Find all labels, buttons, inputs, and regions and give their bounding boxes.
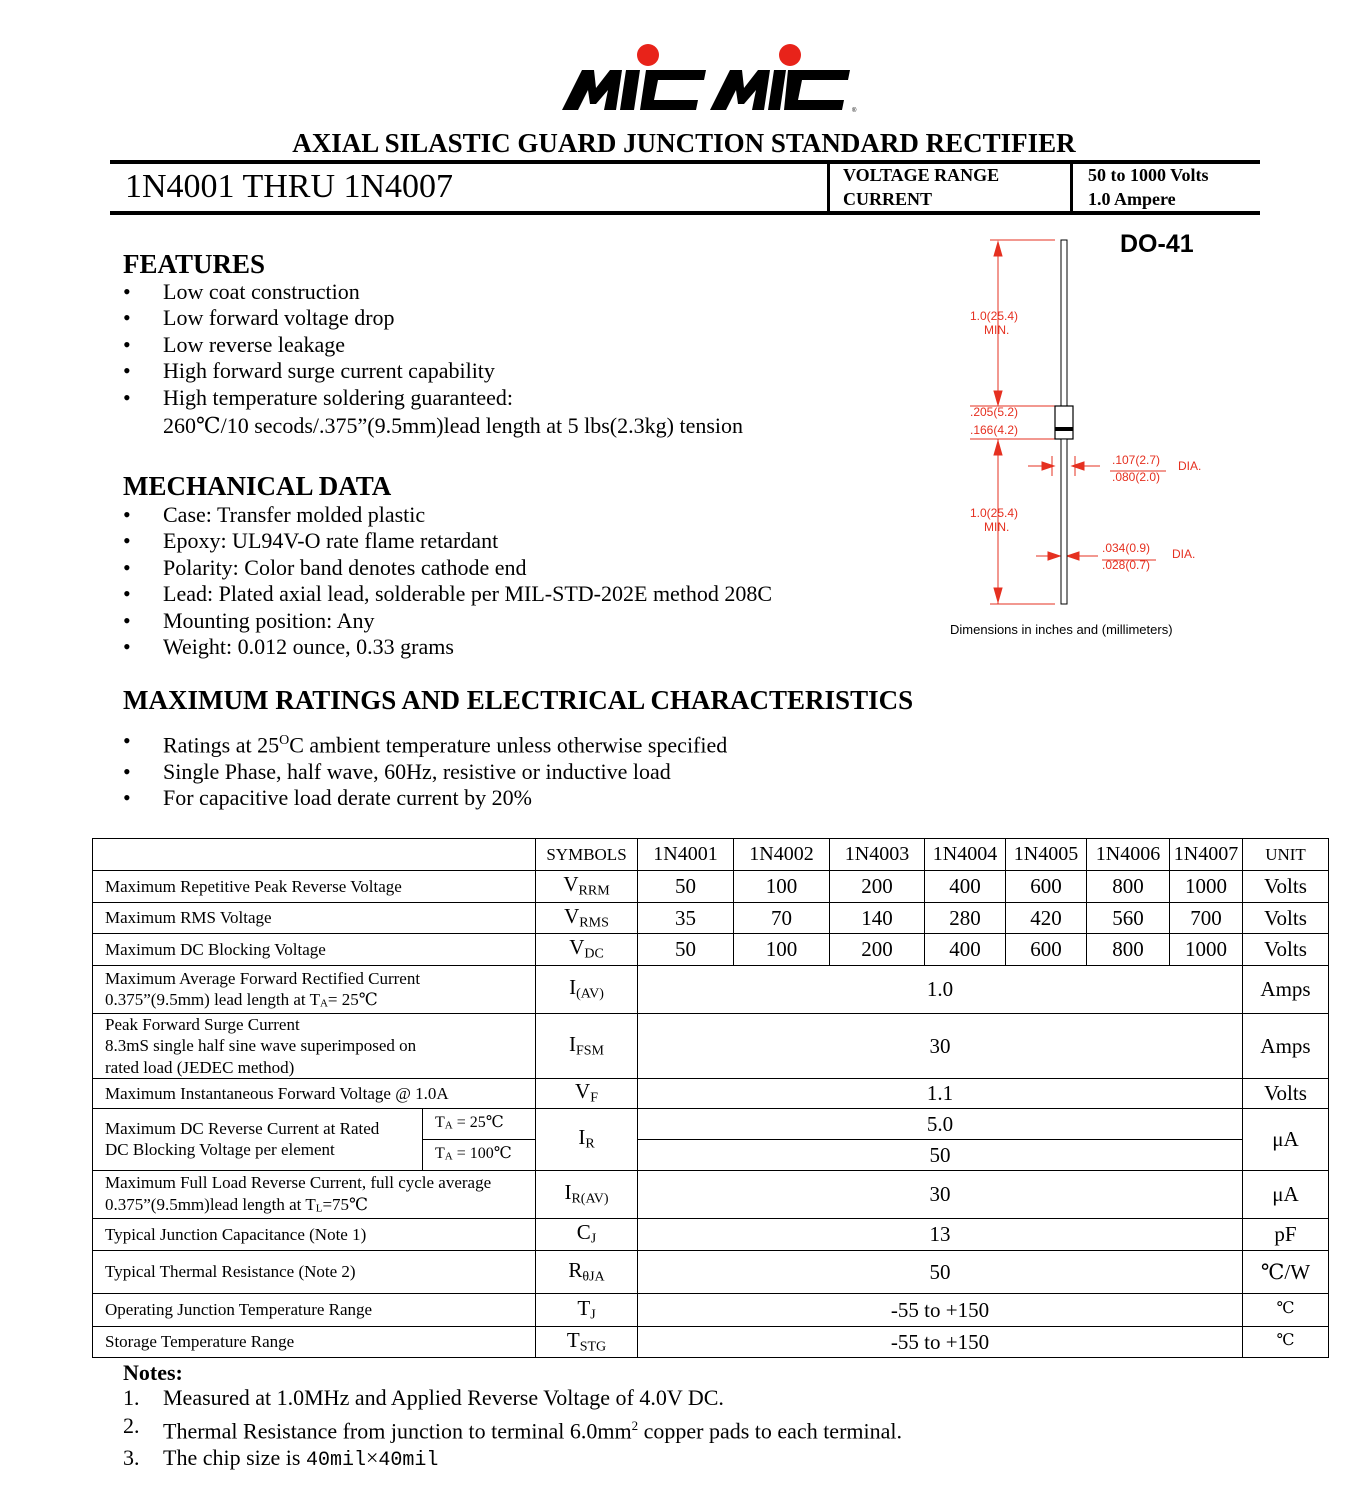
unit-cell: Volts: [1243, 903, 1329, 934]
condition-cell: TA = 100℃: [423, 1139, 536, 1170]
value-cell: 100: [734, 871, 830, 903]
table-header-empty: [93, 839, 536, 871]
value-cell: -55 to +150: [638, 1326, 1243, 1357]
dim-label: MIN.: [984, 323, 1010, 337]
features-list: [123, 279, 513, 411]
value-cell: 1.1: [638, 1078, 1243, 1108]
value-cell: 50: [638, 871, 734, 903]
table-row: [93, 1108, 1329, 1139]
dim-arrow: [1048, 552, 1060, 560]
symbol-cell: $V_{RRM}$: [536, 871, 638, 903]
notes-heading: Notes:: [123, 1360, 183, 1385]
value-cell: 1000: [1170, 934, 1243, 966]
symbol-cell: $I_{(AV)}$: [536, 966, 638, 1014]
feature-item: • Low coat construction: [123, 279, 513, 305]
notes-list: [123, 1384, 902, 1475]
feature-item: • Low reverse leakage: [123, 332, 513, 358]
package-outline-diagram: [940, 230, 1240, 615]
dim-label: DIA.: [1172, 547, 1196, 561]
dim-label: DIA.: [1178, 459, 1202, 473]
dim-arrow: [994, 588, 1002, 602]
value-cell: 50: [638, 1250, 1243, 1293]
param-name: Maximum RMS Voltage: [93, 903, 536, 934]
logo-letters-left: [562, 70, 706, 110]
symbol-cell: $I_R$: [536, 1108, 638, 1170]
mechanical-heading: MECHANICAL DATA: [123, 471, 392, 501]
symbol-cell: $I_{FSM}$: [536, 1014, 638, 1079]
dim-arrow: [994, 441, 1002, 455]
unit-cell: Volts: [1243, 934, 1329, 966]
unit-cell: ℃/W: [1243, 1250, 1329, 1293]
param-name: Storage Temperature Range: [93, 1326, 536, 1357]
unit-header: UNIT: [1243, 839, 1329, 871]
feature-item-continuation: 260℃/10 secods/.375”(9.5mm)lead length at 5 lbs(2.3kg) tension: [163, 413, 744, 438]
dim-label: 1.0(25.4): [970, 309, 1019, 323]
symbols-header: SYMBOLS: [536, 839, 638, 871]
dim-label: .107(2.7): [1112, 453, 1161, 467]
dim-label: 1.0(25.4): [970, 506, 1019, 520]
current-label: CURRENT: [843, 189, 933, 209]
feature-item: • High forward surge current capability: [123, 358, 513, 384]
param-name: Maximum DC Reverse Current at Rated DC Blocking Voltage per element: [93, 1108, 423, 1170]
table-row: [93, 1170, 1329, 1218]
value-cell: 1.0: [638, 966, 1243, 1014]
table-row: [93, 1078, 1329, 1108]
param-name: Maximum Repetitive Peak Reverse Voltage: [93, 871, 536, 903]
mechanical-item: • Epoxy: UL94V-O rate flame retardant: [123, 528, 772, 554]
dim-label: .166(4.2): [970, 423, 1019, 437]
logo-letters-right: [710, 70, 850, 110]
current-value: 1.0 Ampere: [1088, 189, 1176, 209]
table-row: [93, 1250, 1329, 1293]
value-cell: 600: [1006, 871, 1087, 903]
symbol-cell: $V_{RMS}$: [536, 903, 638, 934]
table-row: [93, 1014, 1329, 1079]
param-name: Typical Thermal Resistance (Note 2): [93, 1250, 536, 1293]
condition-item: • Ratings at $25^OC$ ambient temperature unless otherwise specified: [123, 728, 727, 759]
dim-arrow: [994, 391, 1002, 405]
value-cell: 420: [1006, 903, 1087, 934]
part-header: 1N4006: [1087, 839, 1170, 871]
table-row: [93, 966, 1329, 1014]
mechanical-item: • Mounting position: Any: [123, 608, 772, 634]
value-cell: 280: [925, 903, 1006, 934]
diode-body: [1055, 406, 1073, 439]
symbol-cell: $V_{DC}$: [536, 934, 638, 966]
value-cell: 30: [638, 1014, 1243, 1079]
value-cell: 70: [734, 903, 830, 934]
svg-text:®: ®: [852, 108, 857, 114]
header-rule-top: [110, 160, 1260, 164]
value-cell: 50: [638, 934, 734, 966]
package-name: DO-41: [1120, 230, 1194, 258]
value-cell: 400: [925, 871, 1006, 903]
symbol-cell: $I_{R(AV)}$: [536, 1170, 638, 1218]
dim-label: .205(5.2): [970, 405, 1019, 419]
part-header: 1N4001: [638, 839, 734, 871]
part-header: 1N4005: [1006, 839, 1087, 871]
header-divider-1: [827, 164, 830, 215]
dim-label: MIN.: [984, 520, 1010, 534]
ratings-table: [92, 838, 1329, 1358]
dim-arrow: [1067, 552, 1079, 560]
part-header: 1N4003: [830, 839, 925, 871]
param-name: Maximum DC Blocking Voltage: [93, 934, 536, 966]
table-row: [93, 903, 1329, 934]
mechanical-list: [123, 502, 772, 660]
dim-label: .028(0.7): [1102, 558, 1151, 572]
param-name: Typical Junction Capacitance (Note 1): [93, 1218, 536, 1250]
value-cell: 800: [1087, 871, 1170, 903]
value-cell: 140: [830, 903, 925, 934]
value-cell: 400: [925, 934, 1006, 966]
table-row: [93, 934, 1329, 966]
mechanical-item: • Case: Transfer molded plastic: [123, 502, 772, 528]
symbol-cell: $C_J$: [536, 1218, 638, 1250]
table-row: [93, 1293, 1329, 1326]
value-cell: 100: [734, 934, 830, 966]
value-cell: 600: [1006, 934, 1087, 966]
feature-item: • Low forward voltage drop: [123, 305, 513, 331]
ratings-conditions-list: [123, 728, 727, 812]
table-row: [93, 1218, 1329, 1250]
unit-cell: Volts: [1243, 871, 1329, 903]
symbol-cell: $T_J$: [536, 1293, 638, 1326]
note-item: 3. The chip size is 40mil×40mil: [123, 1445, 439, 1473]
table-header-row: [93, 839, 1329, 871]
dim-arrow: [1072, 462, 1084, 470]
mechanical-item: • Polarity: Color band denotes cathode end: [123, 555, 772, 581]
document-subtitle: AXIAL SILASTIC GUARD JUNCTION STANDARD RECTIFIER: [292, 128, 1076, 158]
logo-dot-right: [779, 44, 801, 66]
unit-cell: μA: [1243, 1170, 1329, 1218]
condition-cell: TA = 25℃: [423, 1108, 536, 1139]
dim-label: .080(2.0): [1112, 470, 1161, 484]
symbol-cell: $T_{STG}$: [536, 1326, 638, 1357]
part-header: 1N4007: [1170, 839, 1243, 871]
unit-cell: μA: [1243, 1108, 1329, 1170]
unit-cell: pF: [1243, 1218, 1329, 1250]
symbol-cell: $R_{\theta JA}$: [536, 1250, 638, 1293]
value-cell: 800: [1087, 934, 1170, 966]
value-cell: 200: [830, 934, 925, 966]
param-name: Operating Junction Temperature Range: [93, 1293, 536, 1326]
value-cell: 200: [830, 871, 925, 903]
unit-cell: Amps: [1243, 966, 1329, 1014]
mechanical-item: • Lead: Plated axial lead, solderable per MIL-STD-202E method 208C: [123, 581, 772, 607]
unit-cell: Amps: [1243, 1014, 1329, 1079]
condition-item: • Single Phase, half wave, 60Hz, resistive or inductive load: [123, 759, 727, 785]
value-cell: 700: [1170, 903, 1243, 934]
param-name: Maximum Average Forward Rectified Current 0.375”(9.5mm) lead length at TA= 25℃: [93, 966, 536, 1014]
param-name: Peak Forward Surge Current 8.3mS single half sine wave superimposed on rated load (JEDEC method): [93, 1014, 536, 1079]
mechanical-item: • Weight: 0.012 ounce, 0.33 grams: [123, 634, 772, 660]
part-header: 1N4004: [925, 839, 1006, 871]
value-cell: 560: [1087, 903, 1170, 934]
features-heading: FEATURES: [123, 249, 266, 279]
ratings-heading: MAXIMUM RATINGS AND ELECTRICAL CHARACTERISTICS: [123, 685, 914, 715]
unit-cell: Volts: [1243, 1078, 1329, 1108]
dim-arrow: [994, 242, 1002, 256]
header-divider-2: [1070, 164, 1073, 215]
table-row: [93, 871, 1329, 903]
note-item: 1. Measured at 1.0MHz and Applied Reverse Voltage of 4.0V DC.: [123, 1385, 724, 1410]
logo-dot-left: [637, 44, 659, 66]
value-cell: 1000: [1170, 871, 1243, 903]
header-rule-bottom: [110, 211, 1260, 215]
lead-top: [1061, 240, 1067, 406]
voltage-range-value: 50 to 1000 Volts: [1088, 165, 1209, 185]
param-name: Maximum Full Load Reverse Current, full cycle average 0.375”(9.5mm)lead length at TL=75℃: [93, 1170, 536, 1218]
table-row: [93, 1326, 1329, 1357]
value-cell: 30: [638, 1170, 1243, 1218]
value-cell: 13: [638, 1218, 1243, 1250]
unit-cell: ℃: [1243, 1293, 1329, 1326]
symbol-cell: $V_F$: [536, 1078, 638, 1108]
lead-bottom: [1061, 439, 1067, 604]
value-cell: -55 to +150: [638, 1293, 1243, 1326]
note-item: 2. Thermal Resistance from junction to terminal $6.0mm^2$ copper pads to each terminal.: [123, 1412, 903, 1443]
value-cell: 5.0: [638, 1108, 1243, 1139]
cathode-band: [1055, 427, 1073, 431]
value-cell: 35: [638, 903, 734, 934]
dimensions-note: Dimensions in inches and (millimeters): [950, 622, 1173, 637]
part-number-range: 1N4001 THRU 1N4007: [125, 168, 454, 205]
mic-logo: [560, 40, 860, 116]
param-name: Maximum Instantaneous Forward Voltage @ 1.0A: [93, 1078, 536, 1108]
dim-label: .034(0.9): [1102, 541, 1151, 555]
value-cell: 50: [638, 1139, 1243, 1170]
voltage-range-label: VOLTAGE RANGE: [843, 165, 1000, 185]
unit-cell: ℃: [1243, 1326, 1329, 1357]
feature-item: • High temperature soldering guaranteed:: [123, 385, 513, 411]
part-header: 1N4002: [734, 839, 830, 871]
condition-item: • For capacitive load derate current by 20%: [123, 785, 727, 811]
